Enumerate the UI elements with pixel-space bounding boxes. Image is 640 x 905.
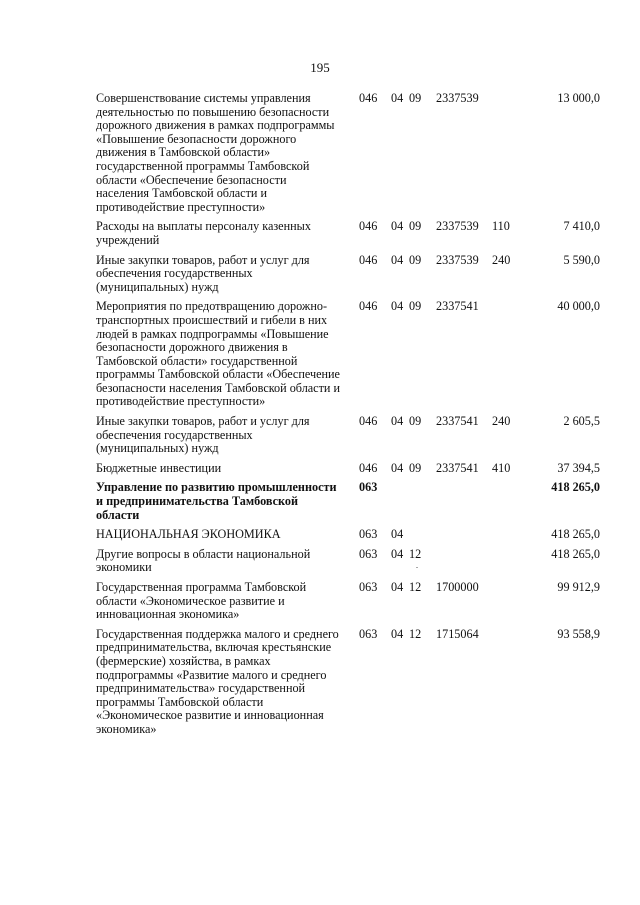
- section-code: 04: [391, 527, 404, 542]
- target-article-code: 2337539: [436, 252, 479, 267]
- target-article-code: 1715064: [436, 626, 479, 641]
- department-code: 063: [359, 480, 378, 495]
- department-code: 046: [359, 91, 378, 105]
- subsection-code: 12: [409, 626, 422, 641]
- amount: 13 000,0: [557, 91, 600, 105]
- section-code: 04: [391, 91, 404, 105]
- subsection-code: 12: [409, 546, 422, 561]
- row-name: НАЦИОНАЛЬНАЯ ЭКОНОМИКА: [96, 527, 281, 542]
- section-code: 04: [391, 580, 404, 594]
- table-row: [96, 254, 600, 295]
- amount: 7 410,0: [563, 219, 600, 234]
- department-code: 046: [359, 219, 378, 234]
- row-name: Мероприятия по предотвращению дорожно-транспортных происшествий и гибели в них людей в рамках подпрограммы «Повышение безопасности дорожного движения в Тамбовской области» государственной программы Тамбовской области «Обеспечение безопасности населения Тамбовской области и противодействие преступности»: [96, 299, 341, 409]
- amount: 418 265,0: [551, 480, 600, 495]
- department-code: 063: [359, 546, 378, 561]
- section-code: 04: [391, 626, 404, 641]
- subsection-code: 09: [409, 299, 422, 314]
- subsection-code: 09: [409, 252, 422, 267]
- row-name: Расходы на выплаты персоналу казенных учреждений: [96, 219, 311, 247]
- subsection-code: 09: [409, 91, 422, 105]
- expense-type-code: 410: [492, 460, 511, 475]
- section-code: 04: [391, 414, 404, 429]
- department-code: 063: [359, 527, 378, 542]
- section-code: 04: [391, 252, 404, 267]
- stray-mark: .: [416, 560, 418, 570]
- amount: 37 394,5: [557, 460, 600, 475]
- amount: 40 000,0: [557, 299, 600, 314]
- row-name: Государственная программа Тамбовской области «Экономическое развитие и инновационная экономика»: [96, 580, 307, 622]
- expense-type-code: 240: [492, 414, 511, 429]
- target-article-code: 2337539: [436, 219, 479, 234]
- row-name: Государственная поддержка малого и среднего предпринимательства, включая крестьянские (фермерские) хозяйства, в рамках подпрограммы «Развитие малого и среднего предпринимательства» государственной программы Тамбовской области «Экономическое развитие и инновационная экономика»: [96, 626, 339, 736]
- row-name: Управление по развитию промышленности и предпринимательства Тамбовской области: [96, 480, 337, 522]
- row-name: Бюджетные инвестиции: [96, 460, 222, 475]
- table-row: [96, 415, 600, 456]
- target-article-code: 2337541: [436, 299, 479, 314]
- expense-type-code: 240: [492, 252, 511, 267]
- department-code: 046: [359, 299, 378, 314]
- table-row: [96, 481, 600, 522]
- row-name: Совершенствование системы управления деятельностью по повышению безопасности дорожного движения в рамках подпрограммы «Повышение безопасности дорожного движения в Тамбовской области» государственной программы Тамбовской области «Обеспечение безопасности населения Тамбовской области и противодействие преступности»: [96, 91, 335, 214]
- table-row: [96, 300, 600, 409]
- amount: 2 605,5: [563, 414, 600, 429]
- row-name: Иные закупки товаров, работ и услуг для обеспечения государственных (муниципальных) нужд: [96, 414, 310, 456]
- table-row: [96, 548, 600, 575]
- department-code: 046: [359, 252, 378, 267]
- target-article-code: 2337541: [436, 460, 479, 475]
- page-number: 195: [310, 60, 330, 75]
- department-code: 063: [359, 626, 378, 641]
- section-code: 04: [391, 299, 404, 314]
- section-code: 04: [391, 460, 404, 475]
- table-row: [96, 92, 600, 214]
- amount: 5 590,0: [563, 252, 600, 267]
- subsection-code: 09: [409, 460, 422, 475]
- amount: 418 265,0: [551, 527, 600, 542]
- department-code: 046: [359, 460, 378, 475]
- table-row: [96, 628, 600, 737]
- target-article-code: 1700000: [436, 580, 479, 594]
- expense-type-code: 110: [492, 219, 510, 234]
- table-row: [96, 581, 600, 622]
- row-name: Иные закупки товаров, работ и услуг для обеспечения государственных (муниципальных) нужд: [96, 252, 310, 294]
- subsection-code: 09: [409, 414, 422, 429]
- subsection-code: 09: [409, 219, 422, 234]
- amount: 93 558,9: [557, 626, 600, 641]
- table-row: [96, 528, 600, 542]
- table-row: [96, 220, 600, 247]
- target-article-code: 2337539: [436, 91, 479, 105]
- target-article-code: 2337541: [436, 414, 479, 429]
- department-code: 046: [359, 414, 378, 429]
- section-code: 04: [391, 546, 404, 561]
- table-row: [96, 462, 600, 476]
- amount: 418 265,0: [551, 546, 600, 561]
- section-code: 04: [391, 219, 404, 234]
- department-code: 063: [359, 580, 378, 594]
- row-name: Другие вопросы в области национальной экономики: [96, 546, 311, 575]
- subsection-code: 12: [409, 580, 422, 594]
- budget-table: [96, 92, 600, 743]
- amount: 99 912,9: [557, 580, 600, 594]
